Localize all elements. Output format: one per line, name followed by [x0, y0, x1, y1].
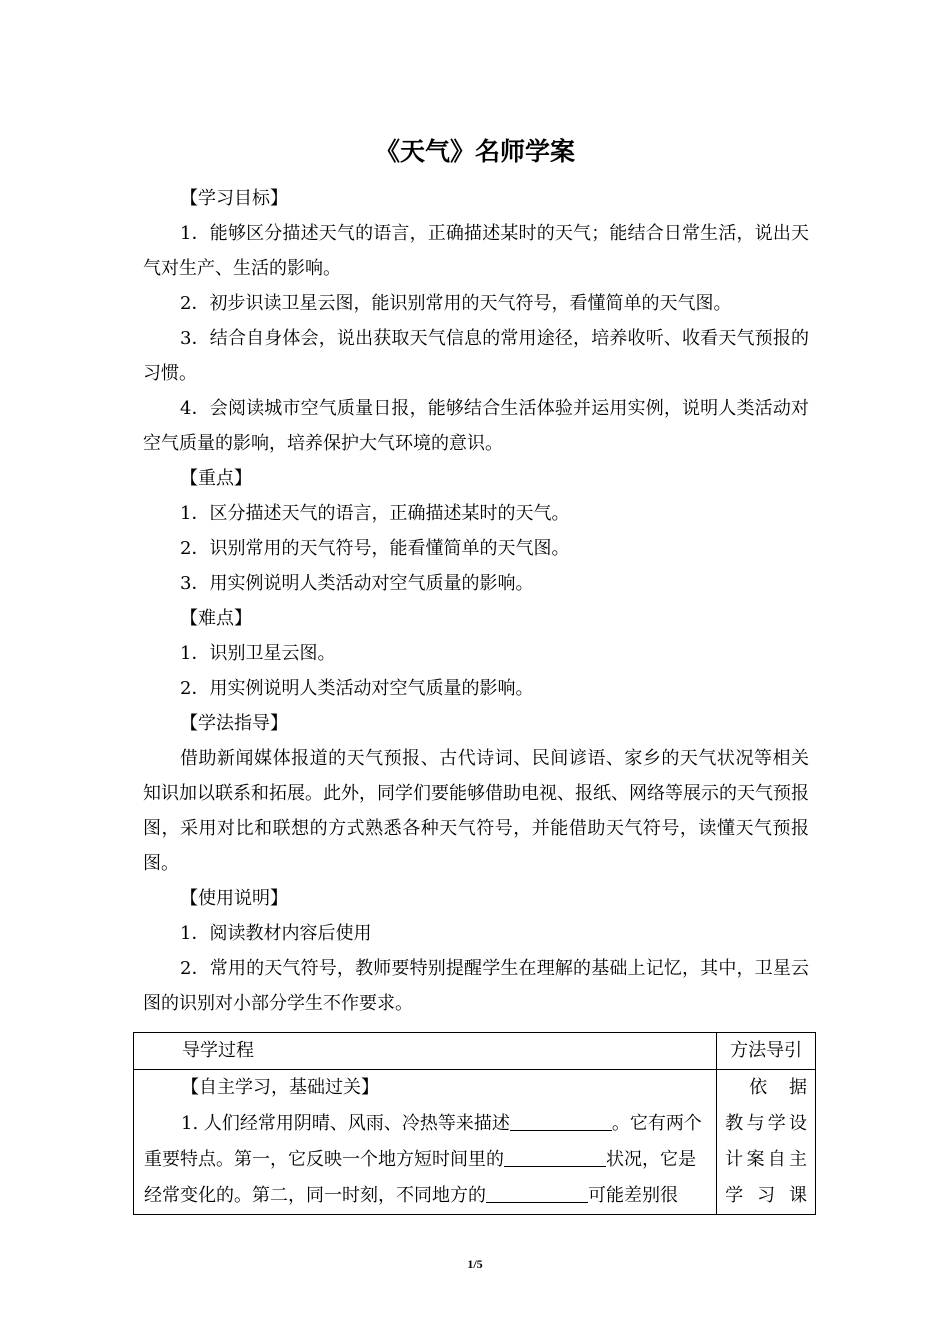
question-1-text: 。它有两个重要特点。第一，它反映一个地方短时间里的	[144, 1113, 702, 1170]
objective-item: 2．初步识读卫星云图，能识别常用的天气符号，看懂简单的天气图。	[180, 293, 732, 314]
method-guide-cell	[717, 1070, 816, 1215]
question-1-text: 可能差别很	[588, 1185, 678, 1206]
question-1-text: 状况，它是经常变化的。第二，同一时刻，不同地方的	[144, 1149, 696, 1206]
answer-blank	[504, 1146, 606, 1167]
answer-blank	[486, 1182, 588, 1203]
key-heading: 【重点】	[180, 468, 252, 489]
method-guide-line: 学习课	[725, 1185, 807, 1206]
difficult-point-item: 1．识别卫星云图。	[180, 643, 336, 664]
objective-item: 1．能够区分描述天气的语言，正确描述某时的天气；能结合日常生活，说出天气对生产、生活的影响。	[143, 223, 809, 279]
process-cell	[134, 1070, 717, 1215]
table-row	[134, 1070, 816, 1215]
method-guide-line: 教与学设	[725, 1113, 807, 1134]
usage-item: 2．常用的天气符号，教师要特别提醒学生在理解的基础上记忆，其中，卫星云图的识别对小部分学生不作要求。	[143, 958, 809, 1014]
objective-item: 3．结合自身体会，说出获取天气信息的常用途径，培养收听、收看天气预报的习惯。	[143, 328, 809, 384]
method-text: 借助新闻媒体报道的天气预报、古代诗词、民间谚语、家乡的天气状况等相关知识加以联系和拓展。此外，同学们要能够借助电视、报纸、网络等展示的天气预报图，采用对比和联想的方式熟悉各种天气符号，并能借助天气符号，读懂天气预报图。	[143, 748, 809, 874]
table-header-method: 方法导引	[717, 1033, 816, 1070]
difficult-point-item: 2．用实例说明人类活动对空气质量的影响。	[180, 678, 534, 699]
table-header-process: 导学过程	[134, 1033, 717, 1070]
method-guide-line: 依据	[749, 1077, 807, 1098]
key-point-item: 3．用实例说明人类活动对空气质量的影响。	[180, 573, 534, 594]
usage-item: 1．阅读教材内容后使用	[180, 923, 372, 944]
self-study-heading: 【自主学习，基础过关】	[181, 1077, 379, 1098]
question-1-text: 1. 人们经常用阴晴、风雨、冷热等来描述	[181, 1113, 510, 1134]
table-header-row	[134, 1033, 816, 1070]
method-guide-line: 计案自主	[725, 1149, 807, 1170]
objective-item: 4．会阅读城市空气质量日报，能够结合生活体验并运用实例，说明人类活动对空气质量的影响，培养保护大气环境的意识。	[143, 398, 809, 454]
answer-blank	[510, 1110, 612, 1131]
key-point-item: 2．识别常用的天气符号，能看懂简单的天气图。	[180, 538, 570, 559]
question-1	[144, 1106, 706, 1214]
key-point-item: 1．区分描述天气的语言，正确描述某时的天气。	[180, 503, 570, 524]
method-heading: 【学法指导】	[180, 713, 288, 734]
page-title: 《天气》名师学案	[374, 137, 575, 166]
document-body	[143, 181, 809, 1021]
page-number: 1/5	[467, 1257, 483, 1271]
guide-table	[133, 1032, 816, 1215]
objectives-heading: 【学习目标】	[180, 188, 288, 209]
difficult-heading: 【难点】	[180, 608, 252, 629]
usage-heading: 【使用说明】	[180, 888, 288, 909]
